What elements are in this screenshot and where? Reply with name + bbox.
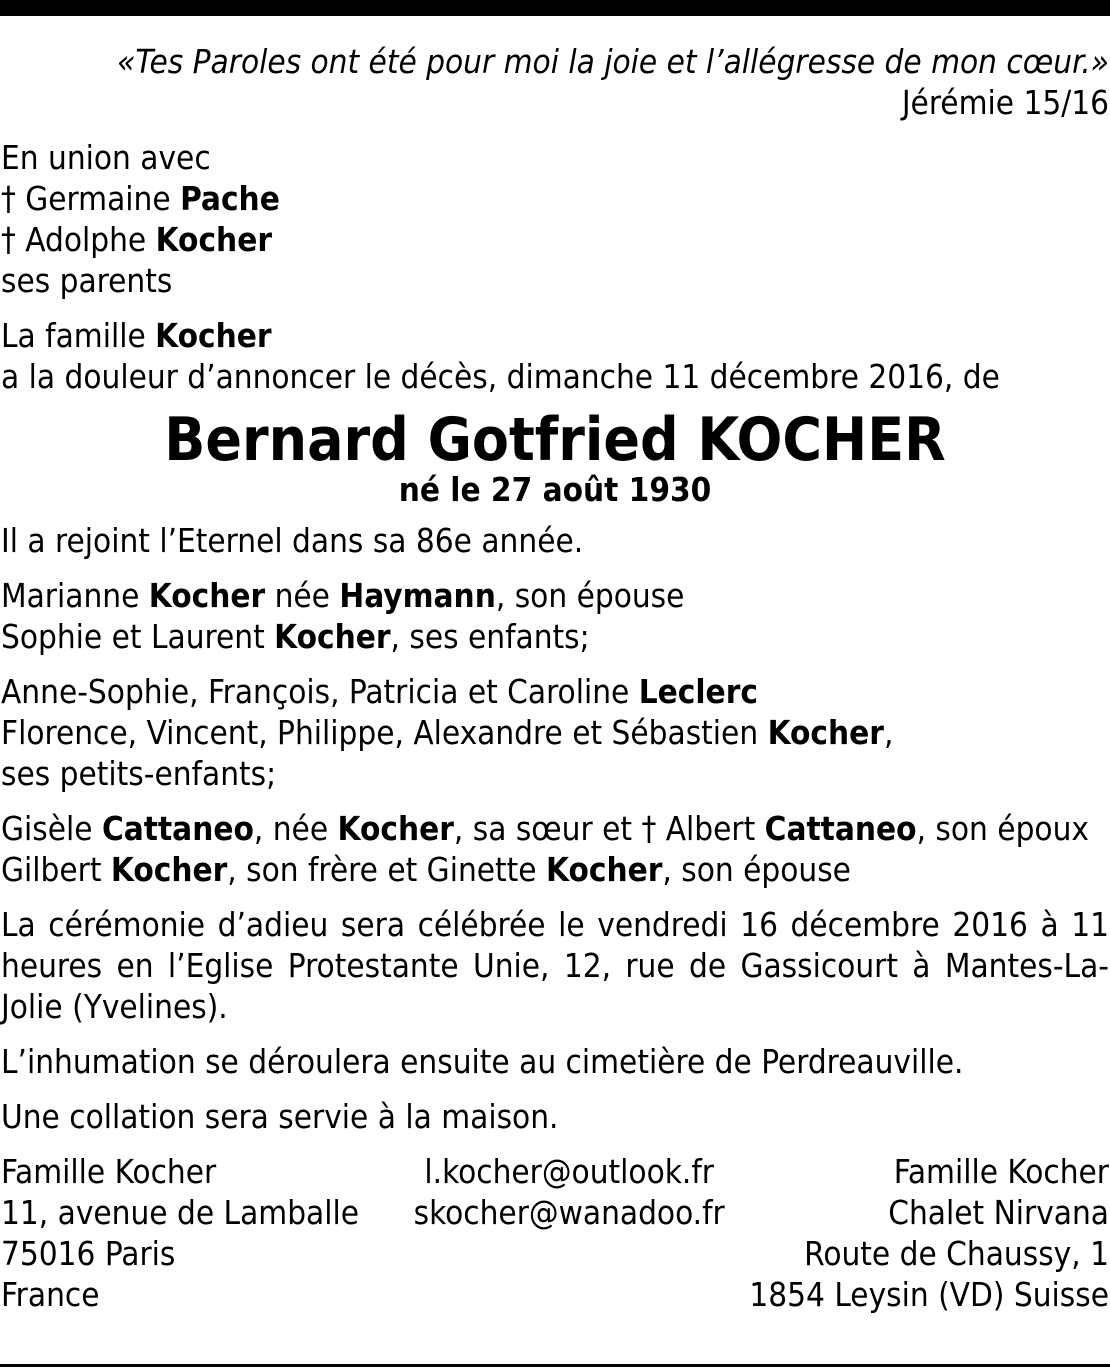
address-line: 11, avenue de Lamballe [1,1193,360,1232]
grandchildren-line-2 [1,712,1109,753]
obituary-notice [1,41,1109,1315]
grandchildren-label: ses petits-enfants; [1,754,277,793]
surname: Kocher [767,713,884,752]
text-run: Anne-Sophie, François, Patricia et Caroline [1,672,639,711]
birth-date: né le 27 août 1930 [398,470,712,509]
announcement-text: a la douleur d’annoncer le décès, dimanche 11 décembre 2016, de [1,357,1000,396]
bible-verse: «Tes Paroles ont été pour moi la joie et l’allégresse de mon cœur.» [117,42,1109,81]
deceased-name: Bernard Gotfried KOCHER [164,405,946,475]
text-run: , sa sœur et † Albert [453,809,765,848]
text-run: , [883,713,894,752]
announcement-block [1,315,1109,397]
father-surname: Kocher [155,220,272,259]
sister-line [1,808,1109,849]
address-line: 75016 Paris [1,1234,176,1273]
address-line: France [1,1275,100,1314]
mother-line [1,178,1109,219]
surname: Kocher [337,809,454,848]
address-line: 1854 Leysin (VD) Suisse [749,1275,1109,1314]
address-line: Route de Chaussy, 1 [804,1234,1109,1273]
parents-intro: En union avec [1,138,211,177]
family-name: Kocher [155,316,272,355]
surname: Cattaneo [101,809,254,848]
surname: Kocher [546,850,663,889]
surname: Leclerc [638,672,758,711]
surname: Kocher [274,617,391,656]
grandchildren-line-1 [1,671,1109,712]
address-line: Famille Kocher [1,1152,217,1191]
collation-paragraph: Une collation sera servie à la maison. [1,1097,559,1136]
surname: Cattaneo [764,809,917,848]
verse-reference: Jérémie 15/16 [901,83,1109,122]
contact-footer [1,1151,1109,1315]
parents-block [1,137,1109,301]
spouse-children-block [1,575,1109,657]
grandchildren-block [1,671,1109,794]
text-run: , son époux [916,809,1089,848]
text-run: , née [253,809,338,848]
text-run: Sophie et Laurent [1,617,275,656]
mother-surname: Pache [180,179,280,218]
family-line [1,315,1109,356]
father-firstname: † Adolphe [1,220,156,259]
mother-firstname: † Germaine [1,179,181,218]
family-prefix: La famille [1,316,156,355]
father-line [1,219,1109,260]
address-line: Chalet Nirvana [888,1193,1109,1232]
text-run: Gisèle [1,809,102,848]
left-address [1,1151,359,1315]
top-border [0,0,1110,16]
ceremony-paragraph: La cérémonie d’adieu sera célébrée le vendredi 16 décembre 2016 à 11 heures en l’Eglise Protestante Unie, 12, rue de Gassicourt à Mantes-La-Jolie (Yvelines). [1,905,1109,1026]
text-run: , son épouse [495,576,685,615]
text-run: , son épouse [662,850,851,889]
text-run: Florence, Vincent, Philippe, Alexandre et Sébastien [1,713,768,752]
text-run: , son frère et Ginette [227,850,547,889]
siblings-block [1,808,1109,890]
surname: Kocher [148,576,266,615]
surname: Kocher [110,850,228,889]
spouse-line [1,575,1109,616]
text-run: Marianne [1,576,149,615]
text-run: née [265,576,340,615]
children-line [1,616,1109,657]
burial-paragraph: L’inhumation se déroulera ensuite au cimetière de Perdreauville. [1,1042,964,1081]
text-run: , ses enfants; [390,617,590,656]
email-address: l.kocher@outlook.fr [424,1152,714,1191]
surname: Haymann [339,576,496,615]
text-run: Gilbert [1,850,111,889]
age-line: Il a rejoint l’Eternel dans sa 86e année. [1,521,584,560]
bottom-border [0,1364,1110,1367]
right-address [749,1151,1109,1315]
brother-line [1,849,1109,890]
parents-label: ses parents [1,261,173,300]
address-line: Famille Kocher [893,1152,1109,1191]
email-contacts [414,1151,725,1315]
email-address: skocher@wanadoo.fr [413,1193,725,1232]
